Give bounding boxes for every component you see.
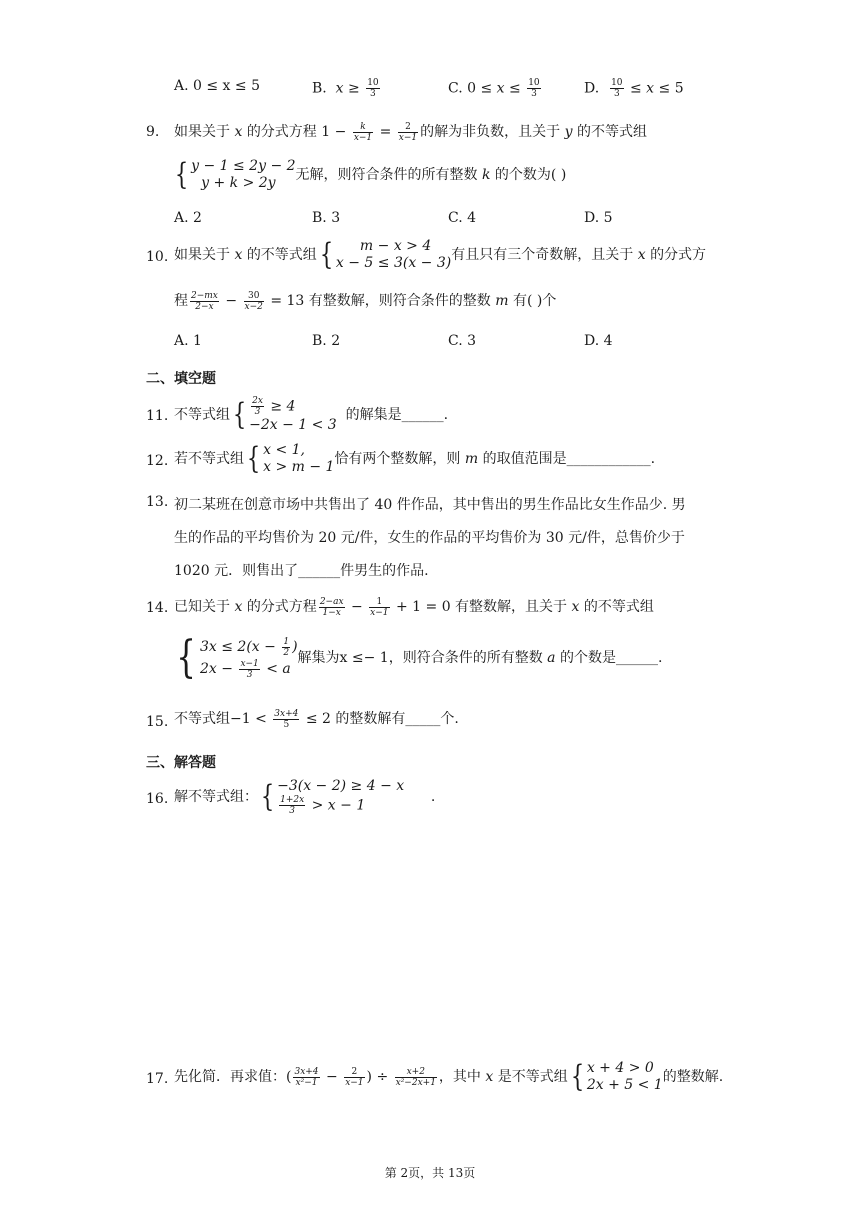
q9-line1: 如果关于 x 的分式方程 1 − $\frac{k}{x-1}$ = $\frac{2}{x-1}$ 的解为非负数，且关于 y 的不等式组 <box>174 121 647 143</box>
page-footer: 第 2页，共 13页 <box>384 1166 476 1180</box>
q16-line: 解不等式组： { −3(x − 2) ≥ 4 − x $\frac{1+2x}{3}$ > x − 1 . <box>174 778 436 816</box>
q13-line3: 1020 元．则售出了______件男生的作品. <box>174 563 429 579</box>
q8-option-c: C. 0 ≤ x ≤ $\frac{10}{3}$ <box>448 78 540 99</box>
q9-option-d: D. 5 <box>584 210 613 226</box>
q15-line: 不等式组−1 < $\frac{3x+4}{5}$ ≤ 2 的整数解有_____个. <box>174 708 459 730</box>
q8-option-b: B. x ≥ $\frac{10}{3}$ <box>312 78 379 99</box>
q9-option-a: A. 2 <box>174 210 202 226</box>
q12-number: 12. <box>146 453 169 469</box>
q10-number: 10. <box>146 249 169 265</box>
section-fill-in: 二、填空题 <box>146 371 216 387</box>
q10-option-a: A. 1 <box>174 333 202 349</box>
q13-line1: 初二某班在创意市场中共售出了 40 件作品，其中售出的男生作品比女生作品少. 男 <box>174 497 686 513</box>
q12-line: 若不等式组 { x < 1, x > m − 1 恰有两个整数解，则 m 的取值范围是____________. <box>174 441 656 476</box>
q17-number: 17. <box>146 1071 169 1087</box>
q10-option-d: D. 4 <box>584 333 613 349</box>
q9-option-c: C. 4 <box>448 210 477 226</box>
q10-line1: 如果关于 x 的不等式组 { m − x > 4 x − 5 ≤ 3(x − 3) 有且只有三个奇数解，且关于 x 的分式方 <box>174 237 707 272</box>
q9-option-b: B. 3 <box>312 210 341 226</box>
q10-line2: 程 $\frac{2-mx}{2-x}$ − $\frac{30}{x-2}$ = 13 有整数解，则符合条件的整数 m 有( )个 <box>174 290 557 312</box>
q14-line1: 已知关于 x 的分式方程 $\frac{2-ax}{1-x}$ − $\frac{1}{x-1}$ + 1 = 0 有整数解，且关于 x 的不等式组 <box>174 596 654 618</box>
section-solve: 三、解答题 <box>146 755 216 771</box>
q11-line: 不等式组 { $\frac{2x}{3}$ ≥ 4 −2x − 1 < 3 的解集是______. <box>174 396 449 433</box>
q8-option-a: A. 0 ≤ x ≤ 5 <box>174 78 260 94</box>
q16-number: 16. <box>146 791 169 807</box>
q9-number: 9. <box>146 124 160 140</box>
q14-line2: { 3x ≤ 2(x − $\frac{1}{2}$ ) 2x − $\frac{x-1}{3}$ < a 解集为x ≤− 1，则符合条件的所有整数 a 的个数是______. <box>176 632 663 683</box>
q13-number: 13. <box>146 494 169 510</box>
q14-number: 14. <box>146 600 169 616</box>
q15-number: 15. <box>146 714 169 730</box>
q9-line2: { y − 1 ≤ 2y − 2 y + k > 2y 无解，则符合条件的所有整数 k 的个数为( ) <box>174 157 567 192</box>
q11-number: 11. <box>146 408 169 424</box>
q8-option-d: D. $\frac{10}{3}$ ≤ x ≤ 5 <box>584 78 684 99</box>
q17-line: 先化简．再求值：( $\frac{3x+4}{\text{x²−1}}$ − $\frac{2}{x-1}$ ) ÷ $\frac{x+2}{\text{x²−2x+1}}$ ，其中 x 是不等式组 { x + 4 > 0 2x + 5 < 1 的整数解. <box>174 1059 724 1094</box>
q10-option-b: B. 2 <box>312 333 341 349</box>
q10-option-c: C. 3 <box>448 333 477 349</box>
q13-line2: 生的作品的平均售价为 20 元/件，女生的作品的平均售价为 30 元/件，总售价少于 <box>174 530 685 546</box>
